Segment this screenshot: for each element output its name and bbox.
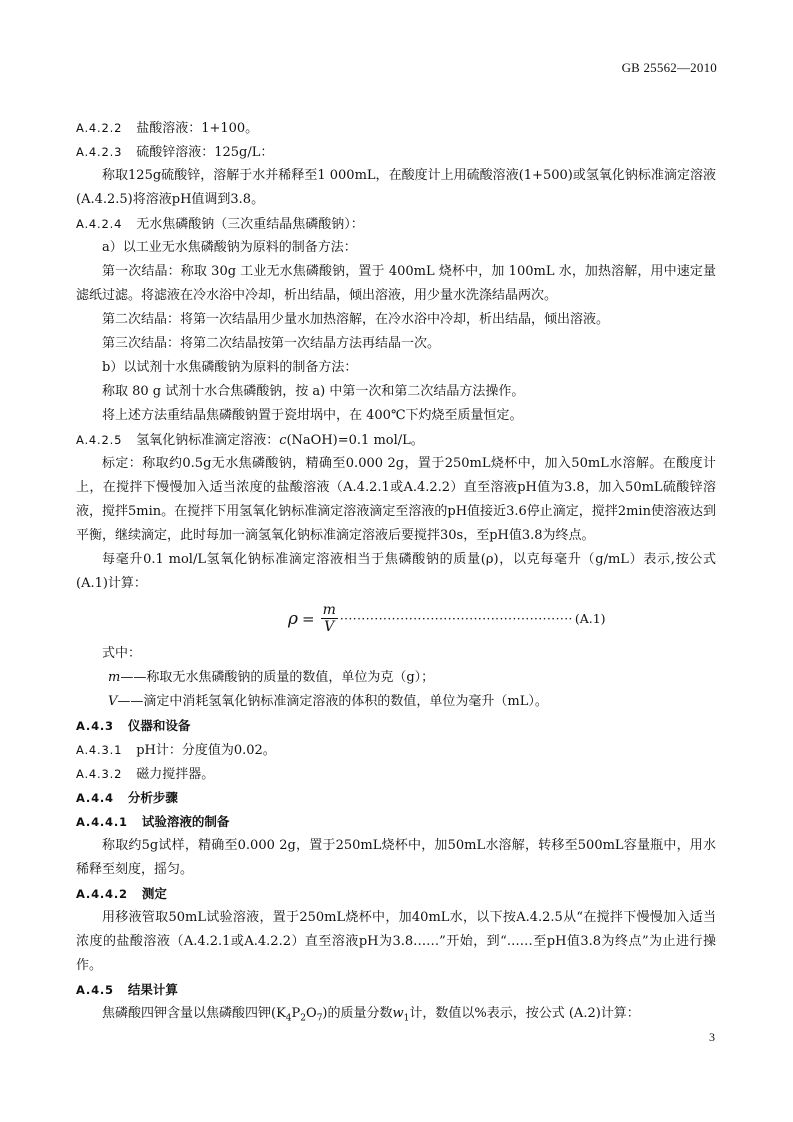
section-text: 盐酸溶液：1+100。 (136, 121, 259, 136)
section-text: 硫酸锌溶液：125g/L： (136, 145, 274, 160)
section-number: A.4.2.5 (76, 433, 123, 447)
section-a4-2-4 (76, 212, 716, 236)
variable-m (76, 666, 716, 690)
subscript: 4 (285, 1013, 292, 1024)
variable-description: ——称取无水焦磷酸钠的质量的数值，单位为克（g）； (120, 670, 435, 685)
paragraph: 用移液管取50mL试验溶液，置于250mL烧杯中，加40mL水，以下按A.4.2.5从“在搅拌下慢慢加入适当浓度的盐酸溶液（A.4.2.1或A.4.2.2）直至溶液pH为3.8……”开始，到“……至pH值3.8为终点”为止进行操作。 (76, 910, 716, 973)
formula-equals: = (302, 609, 315, 628)
section-title: 结果计算 (127, 982, 178, 997)
text-run: P (291, 1006, 301, 1021)
page-number: 3 (709, 1030, 715, 1044)
document-body (76, 116, 716, 1026)
section-title: 试验溶液的制备 (141, 814, 230, 829)
section-a4-3-2 (76, 762, 716, 786)
paragraph: 第一次结晶：称取 30g 工业无水焦磷酸钠，置于 400mL 烧杯中，加 100mL 水，加热溶解，用中速定量滤纸过滤。将滤液在冷水浴中冷却，析出结晶，倾出溶液，用少量水洗涤结晶两次。 (76, 264, 716, 303)
section-text: pH计：分度值为0.02。 (136, 743, 276, 758)
mass-fraction-symbol: w (392, 1006, 404, 1021)
section-a4-2-3 (76, 140, 716, 164)
section-number: A.4.2.4 (76, 217, 123, 231)
section-text: 无水焦磷酸钠（三次重结晶焦磷酸钠）： (136, 217, 364, 232)
section-title: 仪器和设备 (127, 718, 191, 733)
subscript: 7 (316, 1013, 323, 1024)
formula-lhs: ρ (288, 608, 298, 629)
text-run: O (306, 1006, 317, 1021)
section-a4-4 (76, 786, 716, 810)
text-run: )的质量分数 (322, 1006, 393, 1021)
variable-description: ——滴定中消耗氢氧化钠标准滴定溶液的体积的数值，单位为毫升（mL）。 (117, 694, 548, 709)
where-label: 式中： (102, 646, 142, 661)
standard-code: GB 25562—2010 (621, 60, 717, 75)
section-number: A.4.3.2 (76, 767, 123, 781)
paragraph: 标定：称取约0.5g无水焦磷酸钠，精确至0.000 2g，置于250mL烧杯中，加入50mL水溶解。在酸度计上，在搅拌下慢慢加入适当浓度的盐酸溶液（A.4.2.1或A.4.2.2）直至溶液pH值为3.8，加入50mL硫酸锌溶液，搅拌5min。在搅拌下用氢氧化钠标准滴定溶液滴定至溶液的pH值接近3.6停止滴定，搅拌2min使溶液达到平衡，继续滴定，此时每加一滴氢氧化钠标准滴定溶液后要搅拌30s，至pH值3.8为终点。 (76, 456, 716, 543)
variable-v (76, 690, 716, 714)
section-a4-3-1 (76, 738, 716, 762)
paragraph: 每毫升0.1 mol/L氢氧化钠标准滴定溶液相当于焦磷酸钠的质量(ρ)，以克每毫升（g/mL）表示,按公式(A.1)计算： (76, 552, 716, 591)
variable-symbol: V (108, 694, 118, 709)
section-a4-2-5 (76, 428, 716, 452)
list-item-a: a）以工业无水焦磷酸钠为原料的制备方法： (102, 240, 357, 255)
paragraph: 第三次结晶：将第二次结晶按第一次结晶方法再结晶一次。 (102, 336, 441, 351)
section-text: 氢氧化钠标准滴定溶液： (136, 433, 280, 448)
section-number: A.4.5 (76, 983, 114, 997)
section-number: A.4.3 (76, 719, 114, 733)
section-text: 磁力搅拌器。 (136, 767, 215, 782)
section-number: A.4.2.2 (76, 121, 123, 135)
section-a4-2-2 (76, 116, 716, 140)
text-run: 焦磷酸四钾含量以焦磷酸四钾(K (102, 1006, 286, 1021)
formula-number: (A.1) (574, 610, 606, 626)
paragraph: 称取约5g试样，精确至0.000 2g，置于250mL烧杯中，加50mL水溶解，转移至500mL容量瓶中，用水稀释至刻度，摇匀。 (76, 838, 716, 877)
paragraph: 称取 80 g 试剂十水合焦磷酸钠，按 a) 中第一次和第二次结晶方法操作。 (102, 384, 525, 399)
paragraph: 第二次结晶：将第一次结晶用少量水加热溶解，在冷水浴中冷却，析出结晶，倾出溶液。 (102, 312, 610, 327)
section-number: A.4.4.2 (76, 887, 128, 901)
section-number: A.4.4.1 (76, 815, 128, 829)
formula-a1 (76, 598, 716, 642)
formula-numerator: m (322, 602, 336, 618)
text-run: 计，数值以%表示，按公式 (A.2)计算： (409, 1006, 640, 1021)
section-a4-4-2 (76, 882, 716, 906)
formula-leader-dots: ······················································ (339, 611, 573, 626)
section-a4-3 (76, 714, 716, 738)
formula (288, 602, 606, 635)
section-number: A.4.3.1 (76, 743, 123, 757)
paragraph (76, 1002, 716, 1026)
formula-fraction (321, 602, 338, 635)
section-text: (NaOH)=0.1 mol/L。 (286, 433, 424, 448)
subscript: 1 (403, 1013, 410, 1024)
section-a4-4-1 (76, 810, 716, 834)
formula-denominator: V (324, 619, 335, 635)
section-number: A.4.2.3 (76, 145, 123, 159)
section-title: 分析步骤 (127, 790, 178, 805)
section-title: 测定 (141, 886, 167, 901)
variable-symbol: m (108, 670, 121, 685)
section-a4-5 (76, 978, 716, 1002)
list-item-b: b）以试剂十水焦磷酸钠为原料的制备方法： (102, 360, 358, 375)
section-number: A.4.4 (76, 791, 114, 805)
paragraph: 将上述方法重结晶焦磷酸钠置于瓷坩埚中，在 400℃下灼烧至质量恒定。 (102, 408, 523, 423)
subscript: 2 (300, 1013, 307, 1024)
concentration-symbol: c (279, 433, 287, 448)
paragraph: 称取125g硫酸锌，溶解于水并稀释至1 000mL，在酸度计上用硫酸溶液(1+500)或氢氧化钠标准滴定溶液(A.4.2.5)将溶液pH值调到3.8。 (76, 168, 716, 207)
